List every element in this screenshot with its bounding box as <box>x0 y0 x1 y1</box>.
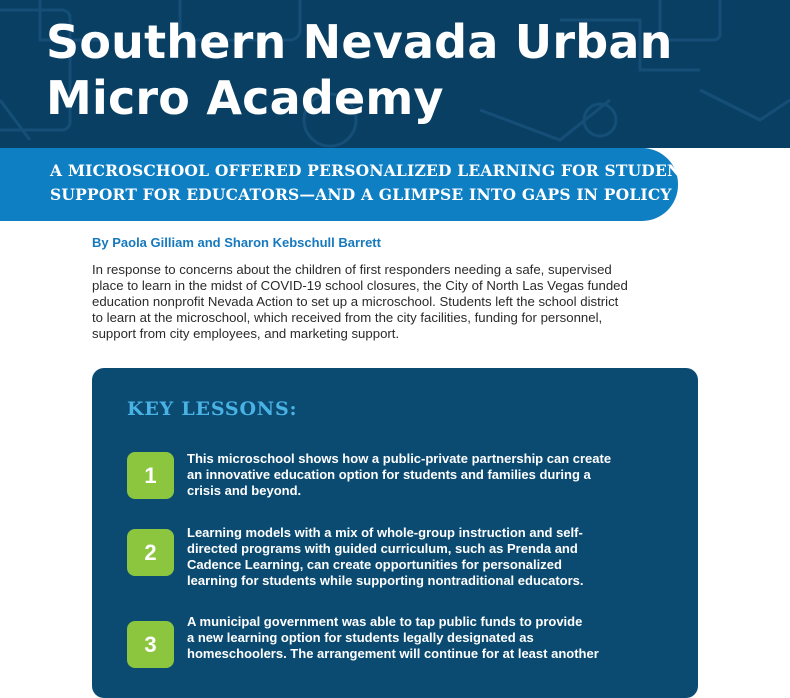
key-lessons-heading: KEY LESSONS: <box>127 398 298 420</box>
lesson-line: Learning models with a mix of whole-group instruction and self- <box>187 525 583 540</box>
lesson-line: A municipal government was able to tap public funds to provide <box>187 614 583 629</box>
lesson-line: a new learning option for students legally designated as <box>187 630 534 645</box>
lesson-number-badge: 3 <box>127 621 174 668</box>
lesson-line: Cadence Learning, can create opportunities for personalized <box>187 557 562 572</box>
lesson-line: learning for students while supporting nontraditional educators. <box>187 573 584 588</box>
title-line-1: Southern Nevada Urban <box>46 15 673 69</box>
intro-paragraph <box>92 262 692 342</box>
header-banner <box>0 0 790 148</box>
lesson-text <box>187 451 657 499</box>
subtitle <box>50 159 710 207</box>
subtitle-line-1: A MICROSCHOOL OFFERED PERSONALIZED LEARNING FOR STUDENTS, <box>50 161 710 180</box>
intro-line: to learn at the microschool, which received from the city facilities, funding for personnel, <box>92 310 603 325</box>
intro-line: place to learn in the midst of COVID-19 school closures, the City of North Las Vegas funded <box>92 278 628 293</box>
lesson-number-badge: 2 <box>127 529 174 576</box>
intro-line: support from city employees, and marketing support. <box>92 326 400 341</box>
subtitle-line-2: SUPPORT FOR EDUCATORS—AND A GLIMPSE INTO GAPS IN POLICY <box>50 185 672 204</box>
lesson-line: This microschool shows how a public-private partnership can create <box>187 451 612 466</box>
intro-line: education nonprofit Nevada Action to set up a microschool. Students left the school district <box>92 294 619 309</box>
lesson-number-badge: 1 <box>127 452 174 499</box>
lesson-line: an innovative education option for students and families during a <box>187 467 591 482</box>
lesson-text <box>187 614 657 662</box>
page-title <box>46 14 673 126</box>
subtitle-banner <box>0 148 710 221</box>
lesson-line: directed programs with guided curriculum, such as Prenda and <box>187 541 578 556</box>
intro-line: In response to concerns about the children of first responders needing a safe, supervised <box>92 262 612 277</box>
lesson-line: crisis and beyond. <box>187 483 302 498</box>
title-line-2: Micro Academy <box>46 71 444 125</box>
key-lessons-box <box>92 368 698 698</box>
byline: By Paola Gilliam and Sharon Kebschull Barrett <box>92 235 381 250</box>
lesson-text <box>187 525 657 589</box>
lesson-line: homeschoolers. The arrangement will continue for at least another <box>187 646 599 661</box>
